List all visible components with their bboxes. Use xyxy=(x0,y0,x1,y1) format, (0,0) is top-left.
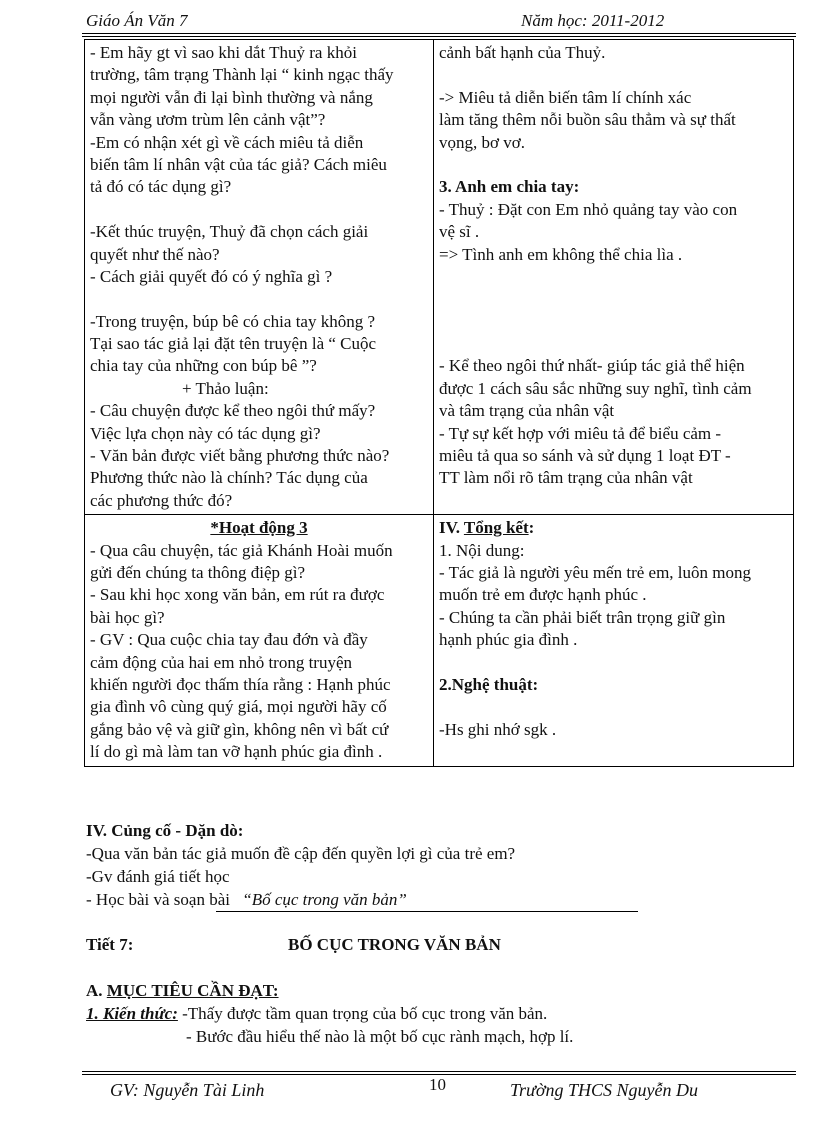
text-line: + Thảo luận: xyxy=(182,378,269,398)
footer-school: Trường THCS Nguyễn Du xyxy=(510,1080,698,1100)
table-row xyxy=(85,515,794,766)
header-left: Giáo Án Văn 7 xyxy=(86,11,188,30)
consolidation-line-2: -Gv đánh giá tiết học xyxy=(86,867,230,886)
consolidation-line-1: -Qua văn bản tác giả muốn đề cập đến quyền lợi gì của trẻ em? xyxy=(86,844,516,863)
footer-teacher: GV: Nguyễn Tài Linh xyxy=(110,1080,265,1100)
summary-heading-suffix: : xyxy=(528,518,535,538)
text-line: -Kết thúc truyện, Thuỷ đã chọn cách giải xyxy=(90,222,369,242)
text-line: lí do gì mà làm tan vỡ hạnh phúc gia đình . xyxy=(90,742,383,762)
spacer xyxy=(439,652,788,674)
spacer xyxy=(439,64,788,86)
spacer xyxy=(90,288,428,310)
page-number: 10 xyxy=(429,1075,446,1094)
text-line: Phương thức nào là chính? Tác dụng của xyxy=(90,468,368,488)
text-line: -Em có nhận xét gì về cách miêu tả diễn xyxy=(90,132,364,152)
consolidation-heading: IV. Củng cố - Dặn dò: xyxy=(86,821,244,840)
text-line: - Sau khi học xong văn bản, em rút ra được xyxy=(90,585,385,605)
text-line: vẫn vàng ươm trùm lên cảnh vật”? xyxy=(90,110,326,130)
text-line: được 1 cách sâu sắc những suy nghĩ, tình cảm xyxy=(439,378,752,398)
lesson-table xyxy=(84,39,794,767)
text-line: quyết như thế nào? xyxy=(90,244,220,264)
text-line: làm tăng thêm nỗi buồn sâu thẳm và sự thất xyxy=(439,110,736,130)
text-line: - Qua câu chuyện, tác giả Khánh Hoài muốn xyxy=(90,540,393,560)
text-line: - GV : Qua cuộc chia tay đau đớn và đầy xyxy=(90,630,368,650)
summary-heading-prefix: IV. xyxy=(439,518,464,538)
text-line: - Kể theo ngôi thứ nhất- giúp tác giả thể hiện xyxy=(439,356,745,376)
text-line: gia đình vô cùng quý giá, mọi người hãy cố xyxy=(90,697,387,717)
knowledge-label: 1. Kiến thức: xyxy=(86,1004,178,1023)
art-heading: 2.Nghệ thuật: xyxy=(439,674,539,694)
text-line: - Tự sự kết hợp với miêu tả để biểu cảm - xyxy=(439,423,722,443)
spacer xyxy=(439,154,788,176)
text-line: - Tác giả là người yêu mến trẻ em, luôn mong xyxy=(439,562,752,582)
text-line: - Văn bản được viết bằng phương thức nào? xyxy=(90,446,390,466)
knowledge-line-1 xyxy=(86,1003,547,1025)
text-line: chia tay của những con búp bê ”? xyxy=(90,356,317,376)
objectives-heading-prefix: A. xyxy=(86,981,107,1000)
consolidation-line-3 xyxy=(86,889,407,911)
spacer xyxy=(439,288,788,310)
text-line: => Tình anh em không thể chia lìa . xyxy=(439,244,683,264)
text-line: vệ sĩ . xyxy=(439,222,480,242)
left-cell-2-lines xyxy=(90,540,428,764)
text-line: trường, tâm trạng Thành lại “ kinh ngạc thấy xyxy=(90,65,394,85)
left-cell-1 xyxy=(85,40,434,515)
text-line: gửi đến chúng ta thông điệp gì? xyxy=(90,562,306,582)
text-line: mọi người vẫn đi lại bình thường và nắng xyxy=(90,87,373,107)
text-line: 1. Nội dung: xyxy=(439,540,525,560)
right-cell-1 xyxy=(434,40,794,515)
spacer xyxy=(439,696,788,718)
text-line: TT làm nổi rõ tâm trạng của nhân vật xyxy=(439,468,693,488)
note-line: -Hs ghi nhớ sgk . xyxy=(439,719,557,739)
header-rule-double xyxy=(82,36,796,37)
spacer xyxy=(439,333,788,355)
left-cell-1-lines xyxy=(90,42,428,512)
right-cell-2-lines xyxy=(439,540,788,652)
text-line: Tại sao tác giả lại đặt tên truyện là “ Cuộc xyxy=(90,334,377,354)
text-line: gắng bảo vệ và giữ gìn, không nên vì bất cứ xyxy=(90,719,389,739)
text-line: miêu tả qua so sánh và sử dụng 1 loạt ĐT - xyxy=(439,446,731,466)
text-line: -> Miêu tả diễn biến tâm lí chính xác xyxy=(439,87,692,107)
text-line: - Em hãy gt vì sao khi dắt Thuỷ ra khỏi xyxy=(90,43,357,62)
text-line: tả đó có tác dụng gì? xyxy=(90,177,232,197)
left-cell-2 xyxy=(85,515,434,766)
objectives-heading xyxy=(86,980,279,1002)
text-line: - Thuỷ : Đặt con Em nhỏ quảng tay vào con xyxy=(439,199,738,219)
text-line: muốn trẻ em được hạnh phúc . xyxy=(439,585,647,605)
text-line: 3. Anh em chia tay: xyxy=(439,177,580,197)
summary-heading xyxy=(439,517,788,539)
text-line: khiến người đọc thấm thía rằng : Hạnh phúc xyxy=(90,674,391,694)
text-line: Việc lựa chọn này có tác dụng gì? xyxy=(90,423,321,443)
table-row xyxy=(85,40,794,515)
text-line: vọng, bơ vơ. xyxy=(439,132,525,152)
right-cell-1-lines xyxy=(439,42,788,490)
spacer xyxy=(439,266,788,288)
summary-heading-underlined: Tổng kết xyxy=(463,518,529,538)
text-line: bài học gì? xyxy=(90,607,165,627)
header-right: Năm học: 2011-2012 xyxy=(521,11,665,30)
footer-rule xyxy=(82,1071,796,1072)
spacer xyxy=(90,199,428,221)
right-cell-2 xyxy=(434,515,794,766)
text-line: cảnh bất hạnh của Thuỷ. xyxy=(439,43,606,62)
header-rule xyxy=(82,33,796,34)
text-line: -Trong truyện, búp bê có chia tay không ? xyxy=(90,311,376,331)
text-line: biến tâm lí nhân vật của tác giả? Cách miêu xyxy=(90,154,387,174)
lesson-label: Tiết 7: xyxy=(86,935,134,954)
text-line: các phương thức đó? xyxy=(90,490,233,510)
homework-underline xyxy=(216,911,638,912)
spacer xyxy=(439,311,788,333)
knowledge-line-2: - Bước đầu hiểu thế nào là một bố cục rành mạch, hợp lí. xyxy=(186,1027,574,1046)
text-line: - Cách giải quyết đó có ý nghĩa gì ? xyxy=(90,266,333,286)
text-line: hạnh phúc gia đình . xyxy=(439,630,578,650)
text-line: - Chúng ta cần phải biết trân trọng giữ gìn xyxy=(439,607,726,627)
text-line: - Câu chuyện được kể theo ngôi thứ mấy? xyxy=(90,401,376,421)
knowledge-text-1: -Thấy được tầm quan trọng của bố cục trong văn bản. xyxy=(182,1004,548,1023)
homework-title: “Bố cục trong văn bản” xyxy=(242,890,407,909)
lesson-title: BỐ CỤC TRONG VĂN BẢN xyxy=(288,935,501,954)
text-line: và tâm trạng của nhân vật xyxy=(439,401,615,421)
objectives-heading-underlined: MỤC TIÊU CẦN ĐẠT: xyxy=(106,981,279,1000)
activity-heading-text: *Hoạt động 3 xyxy=(210,518,308,538)
text-line: cảm động của hai em nhỏ trong truyện xyxy=(90,652,353,672)
activity-heading xyxy=(90,517,428,539)
homework-prefix: - Học bài và soạn bài xyxy=(86,890,230,909)
